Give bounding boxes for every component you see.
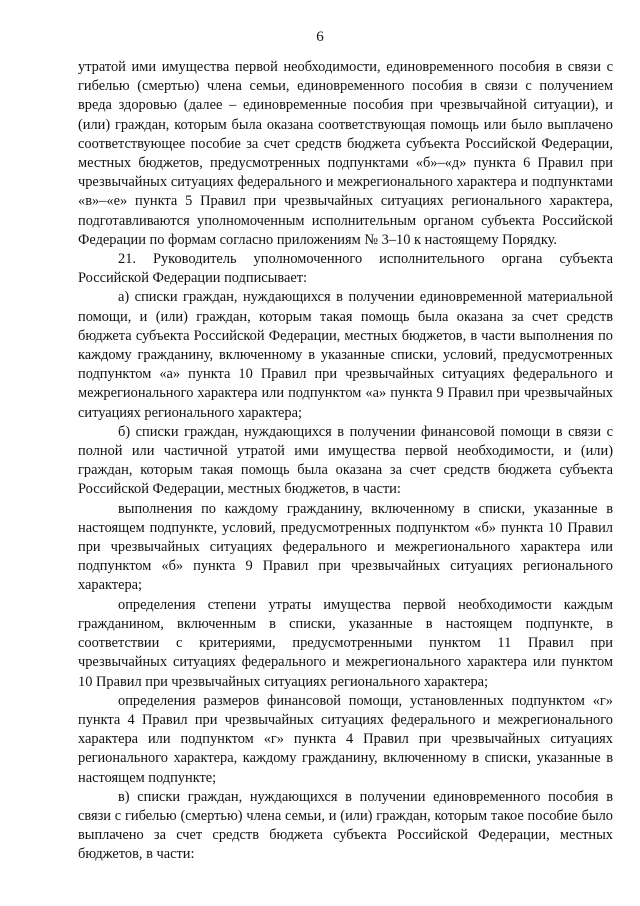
page-number: 6 — [316, 29, 324, 45]
paragraph-continuation: утратой ими имущества первой необходимости, единовременного пособия в связи с гибелью (смертью) члена семьи, единовременного пособия в связи с получением вреда здоровью (далее – единовременные пособия при чрезвычайной ситуации), и (или) граждан, которым была оказана соответствующая помощь или было выплачено соответствующее пособие за счет средств бюджета субъекта Российской Федерации, местных бюджетов, предусмотренных подпунктами «б»–«д» пункта 6 Правил при чрезвычайных ситуациях федерального и межрегионального характера и подпунктами «в»–«е» пункта 5 Правил при чрезвычайных ситуациях регионального характера, подготавливаются уполномоченным исполнительным органом субъекта Российской Федерации по формам согласно приложениям № 3–10 к настоящему Порядку. — [78, 59, 613, 248]
document-body — [78, 58, 613, 865]
paragraph-b-fulfillment: выполнения по каждому гражданину, включенному в списки, указанные в настоящем подпункте, условий, предусмотренных подпунктом «б» пункта 10 Правил при чрезвычайных ситуациях федерального и межрегионального характера или подпунктом «б» пункта 9 Правил при чрезвычайных ситуациях регионального характера; — [78, 500, 613, 594]
paragraph-subitem-b: б) списки граждан, нуждающихся в получении финансовой помощи в связи с полной или частичной утратой ими имущества первой необходимости, и (или) граждан, которым такая помощь была оказана за счет средств бюджета субъекта Российской Федерации, местных бюджетов, в части: — [78, 423, 613, 498]
paragraph-item-21: 21. Руководитель уполномоченного исполнительного органа субъекта Российской Федерации подписывает: — [78, 251, 613, 287]
paragraph-subitem-v: в) списки граждан, нуждающихся в получении единовременного пособия в связи с гибелью (смертью) члена семьи, и (или) граждан, которым такое пособие было выплачено за счет средств бюджета субъекта Российской Федерации, местных бюджетов, в части: — [78, 788, 613, 863]
paragraph-b-loss-degree: определения степени утраты имущества первой необходимости каждым гражданином, включенным в списки, указанные в настоящем подпункте, в соответствии с критериями, предусмотренными пунктом 11 Правил при чрезвычайных ситуациях федерального и межрегионального характера или пунктом 10 Правил при чрезвычайных ситуациях регионального характера; — [78, 596, 613, 690]
paragraph-b-amounts: определения размеров финансовой помощи, установленных подпунктом «г» пункта 4 Правил при чрезвычайных ситуациях федерального и межрегионального характера или подпунктом «г» пункта 4 Правил при чрезвычайных ситуациях регионального характера, каждому гражданину, включенному в списки, указанные в настоящем подпункте; — [78, 692, 613, 786]
paragraph-subitem-a: а) списки граждан, нуждающихся в получении единовременной материальной помощи, и (или) граждан, которым такая помощь была оказана за счет средств бюджета субъекта Российской Федерации, местных бюджетов, в части выполнения по каждому гражданину, включенному в указанные списки, условий, предусмотренных подпунктом «а» пункта 10 Правил при чрезвычайных ситуациях федерального и межрегионального характера или подпунктом «а» пункта 9 Правил при чрезвычайных ситуациях регионального характера; — [78, 289, 613, 421]
